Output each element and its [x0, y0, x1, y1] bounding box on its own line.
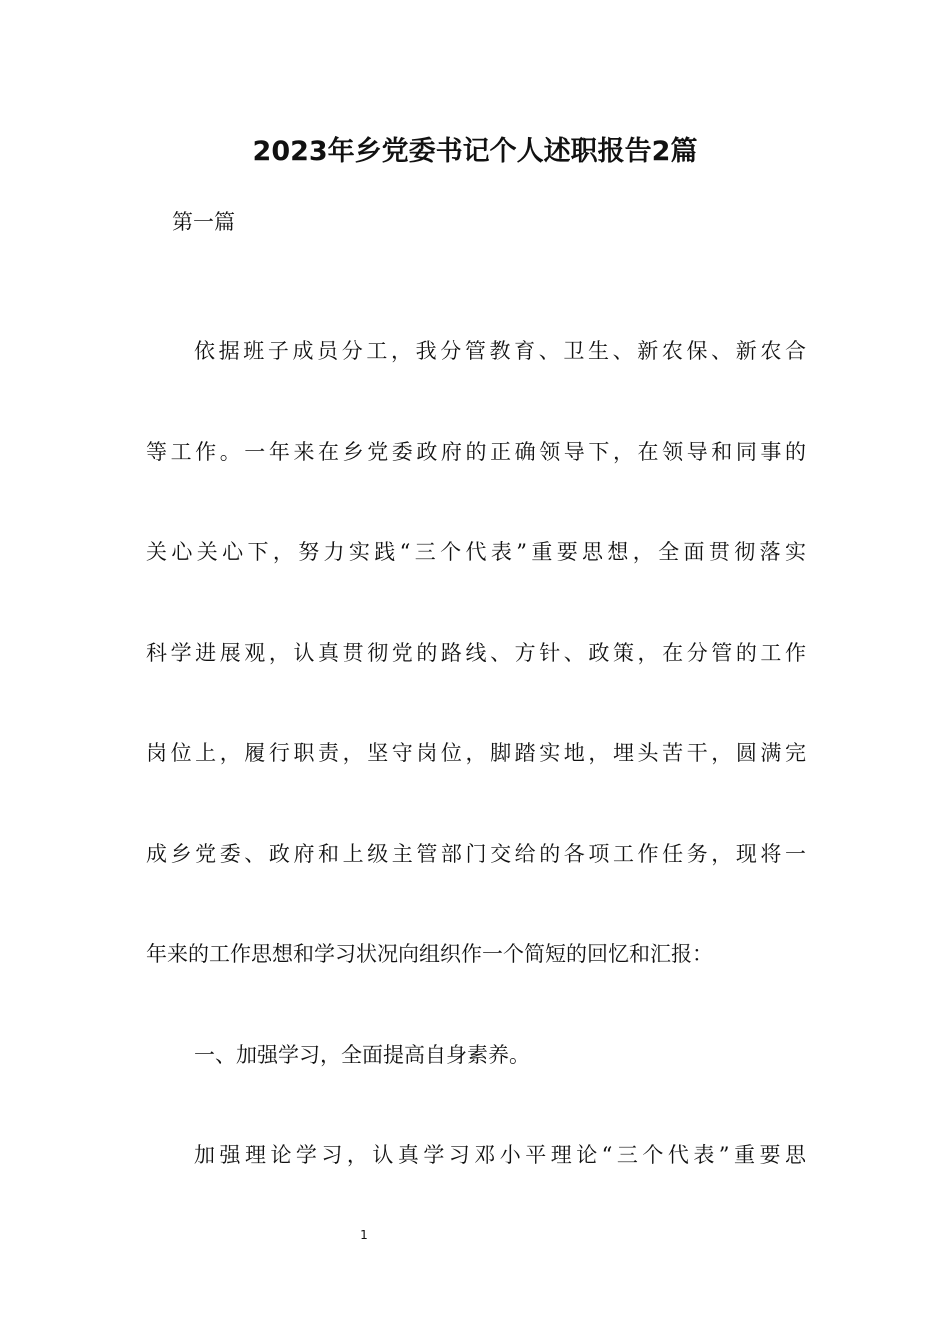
- paragraph-line: 依据班子成员分工，我分管教育、卫生、新农保、新农合: [194, 339, 806, 363]
- section-heading: 一、加强学习，全面提高自身素养。: [194, 1042, 530, 1067]
- paragraph-line: 成乡党委、政府和上级主管部门交给的各项工作任务，现将一: [146, 841, 806, 866]
- paragraph-line: 年来的工作思想和学习状况向组织作一个简短的回忆和汇报：: [146, 942, 713, 966]
- body-text: [146, 301, 806, 1206]
- paragraph-line: 科学进展观，认真贯彻党的路线、方针、政策，在分管的工作: [146, 640, 806, 665]
- page-number: 1: [360, 1228, 368, 1242]
- paragraph-line: 关心关心下，努力实践“三个代表”重要思想，全面贯彻落实: [146, 540, 806, 564]
- paragraph-line: 等工作。一年来在乡党委政府的正确领导下，在领导和同事的: [146, 439, 806, 464]
- paragraph-line: 加强理论学习，认真学习邓小平理论“三个代表”重要思: [194, 1143, 806, 1167]
- document-title: 2023年乡党委书记个人述职报告2篇: [252, 136, 698, 167]
- section-label: 第一篇: [172, 210, 235, 234]
- paragraph-line: 岗位上，履行职责，坚守岗位，脚踏实地，埋头苦干，圆满完: [146, 741, 806, 765]
